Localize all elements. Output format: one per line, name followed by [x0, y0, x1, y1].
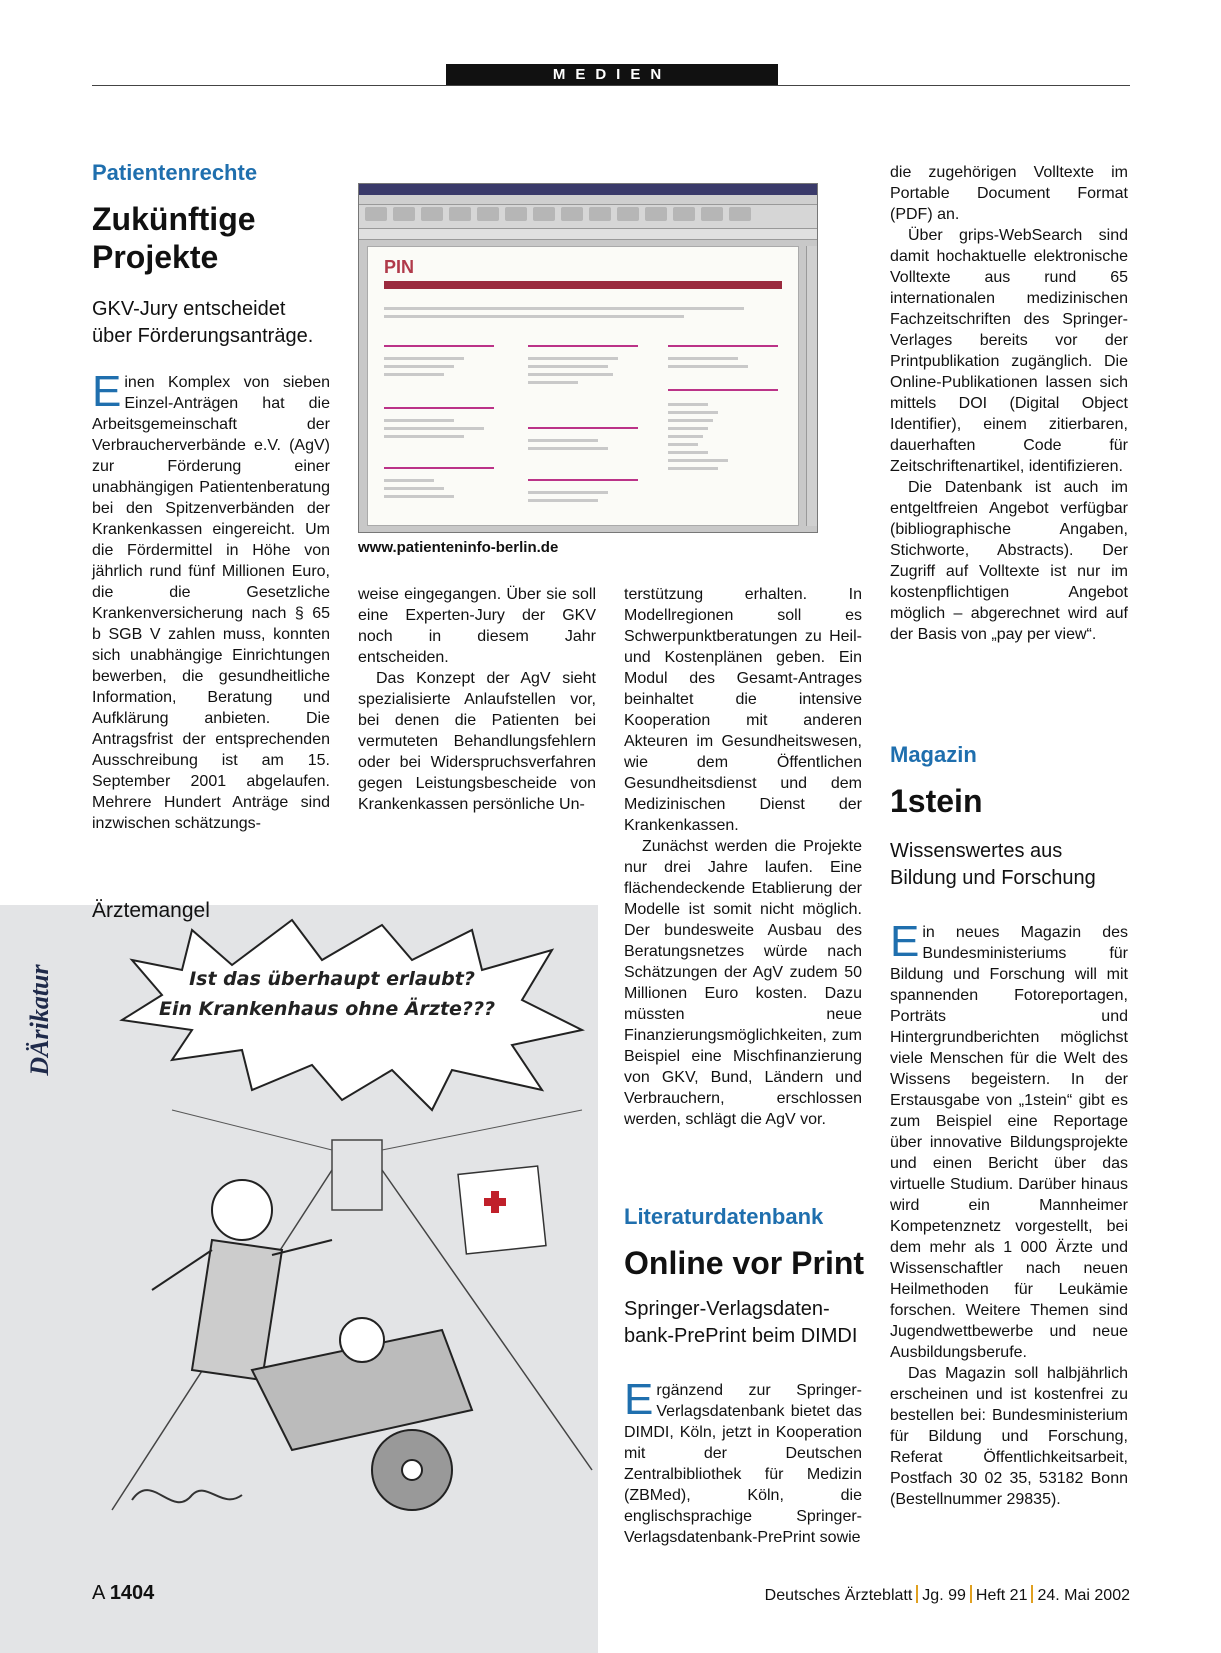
journal-name: Deutsches Ärzteblatt — [764, 1587, 913, 1604]
speech-line1: Ist das überhaupt erlaubt? — [189, 968, 475, 990]
article2-kicker: Literaturdatenbank — [624, 1204, 824, 1229]
article2-col4-p3: Die Datenbank ist auch im entgeltfreien Angebot verfügbar (bibliographische Angaben, Stichworte, Abstracts). Der Zugriff auf Volltexte ist nur im kostenpflichtigen Angebot möglich – abgerechnet wird auf der Basis von „pay per view“. — [890, 479, 1128, 643]
article3-subhead-line1: Wissenswertes aus — [890, 840, 1063, 862]
article3-subhead — [890, 838, 1130, 892]
article1-subhead-line1: GKV-Jury entscheidet — [92, 298, 286, 320]
screenshot-caption: www.patienteninfo-berlin.de — [358, 539, 559, 556]
journal-info — [765, 1585, 1130, 1605]
article1-kicker: Patientenrechte — [92, 160, 258, 185]
article2-subhead-line2: bank-PrePrint beim DIMDI — [624, 1325, 858, 1347]
browser-menubar — [359, 195, 817, 205]
cartoon-title: Ärztemangel — [92, 899, 210, 922]
browser-addressbar — [359, 229, 817, 240]
article3-p1: in neues Magazin des Bundesministeriums für Bildung und Forschung will mit spannenden Fotoreportagen, Porträts und Hintergrundberichten möglichst viele Menschen für die Welt des Wissens begeistern. In der Erstausgabe von „1stein“ gibt es zum Beispiel eine Reportage über innovative Bildungsprojekte und einen Bericht über das virtuelle Studium. Darüber hinaus wird ein Mannheimer Kompetenznetz vorgestellt, bei dem mehr als 1 000 Ärzte und Wissenschaftler nach neuen Heilmethoden für Leukämie forschen. Weitere Themen sind Jugendwettbewerbe und neue Ausbildungsberufe. — [890, 924, 1128, 1361]
article2-col4-p1: die zugehörigen Volltexte im Portable Document Format (PDF) an. — [890, 164, 1128, 223]
section-tab: MEDIEN — [446, 64, 778, 86]
article1-col1 — [92, 367, 330, 834]
browser-scrollbar[interactable] — [806, 246, 817, 526]
journal-date: 24. Mai 2002 — [1037, 1587, 1130, 1604]
page-number-value: 1404 — [109, 1582, 155, 1604]
article2-col3 — [624, 1375, 862, 1548]
article3-kicker: Magazin — [890, 742, 977, 767]
article1-col2-p2: Das Konzept der AgV sieht spezialisierte Anlaufstellen vor, bei denen die Patienten bei vermuteten Behandlungsfehlern oder bei Widerspruchsverfahren gegen Leistungsbescheide von Krankenkassen persönliche Un- — [358, 670, 596, 813]
journal-volume: Jg. 99 — [922, 1587, 966, 1604]
article1-subhead — [92, 296, 342, 350]
article1-col1-text: inen Komplex von sieben Einzel-Anträgen hat die Arbeitsgemeinschaft der Verbraucherverbände e.V. (AgV) zur Förderung einer unabhängigen Patientenberatung bei den Spitzenverbänden der Krankenkassen eingereicht. Um die Fördermittel in Höhe von jährlich rund fünf Millionen Euro, die die Gesetzliche Krankenversicherung nach § 65 b SGB V zahlen muss, konnten sich unabhängige Einrichtungen bewerben, die gesundheitliche Information, Beratung und Aufklärung anbieten. Die Antragsfrist der entsprechenden Ausschreibung ist am 15. September 2001 abgelaufen. Mehrere Hundert Anträge sind inzwischen schätzungs- — [92, 374, 330, 832]
article1-subhead-line2: über Förderungsanträge. — [92, 325, 314, 347]
article1-col3 — [624, 584, 862, 1130]
article1-headline-line1: Zukünftige — [92, 201, 256, 237]
article1-col3-p1: terstützung erhalten. In Modellregionen soll es Schwerpunktberatungen zu Heil- und Kostenplänen geben. Ein Modul des Gesamt-Antrages beinhaltet die intensive Kooperation mit anderen Akteuren im Gesundheitswesen, wie dem Öffentlichen Gesundheitsdienst und dem Medizinischen Dienst der Krankenkassen. — [624, 586, 862, 834]
browser-page — [367, 246, 799, 526]
pin-logo: PIN — [384, 257, 415, 277]
article3-subhead-line2: Bildung und Forschung — [890, 867, 1096, 889]
page-number — [92, 1582, 154, 1605]
browser-toolbar — [359, 205, 817, 229]
page-prefix: A — [92, 1582, 105, 1604]
article2-subhead — [624, 1296, 884, 1350]
header-rule — [92, 85, 1130, 86]
article1-col3-p2: Zunächst werden die Projekte nur drei Jahre laufen. Eine flächendeckende Etablierung der Modelle ist somit nicht möglich. Der bundesweite Ausbau des Beratungsnetzes würde nach Schätzungen der AgV zudem 50 Millionen Euro kosten. Dazu müssten neue Finanzierungsmöglichkeiten, zum Beispiel eine Mischfinanzierung von GKV, Bund, Ländern und Verbrauchern, erschlossen werden, schlägt die AgV vor. — [624, 838, 862, 1128]
article1-headline — [92, 200, 342, 276]
journal-issue: Heft 21 — [975, 1587, 1028, 1604]
article2-dropcap: E — [624, 1375, 654, 1424]
article3-headline: 1stein — [890, 783, 983, 819]
article1-col2-p1: weise eingegangen. Über sie soll eine Experten-Jury der GKV noch in diesem Jahr entscheiden. — [358, 586, 596, 666]
daerikatur-logo — [25, 960, 68, 1080]
article3-dropcap: E — [890, 917, 920, 966]
bottom-grey-block — [0, 1550, 598, 1653]
article3-body — [890, 917, 1128, 1510]
article1-headline-line2: Projekte — [92, 239, 219, 275]
article2-col4 — [890, 162, 1128, 645]
article1-col2 — [358, 584, 596, 815]
side-logo-text: DÄrikatur — [25, 964, 54, 1076]
website-screenshot — [358, 183, 818, 533]
cartoon-drawing — [112, 910, 592, 1540]
pin-navbar — [384, 281, 782, 289]
speech-line2: Ein Krankenhaus ohne Ärzte??? — [158, 998, 496, 1020]
article2-col3-text: rgänzend zur Springer-Verlagsdatenbank bietet das DIMDI, Köln, jetzt in Kooperation mit der Deutschen Zentralbibliothek für Medizin (ZBMed), Köln, die englischsprachige Springer-Verlagsdatenbank-PrePrint sowie — [624, 1382, 862, 1546]
article2-col4-p2: Über grips-WebSearch sind damit hochaktuelle elektronische Volltexte aus rund 65 internationalen medizinischen Fachzeitschriften des Springer-Verlages bereits vor der Printpublikation zugänglich. Die Online-Publikationen lassen sich mittels DOI (Digital Object Identifier), einem zitierbaren, dauerhaften Code für Zeitschriftenartikel, identifizieren. — [890, 227, 1128, 475]
browser-titlebar — [359, 184, 817, 195]
article2-headline: Online vor Print — [624, 1245, 865, 1281]
article2-subhead-line1: Springer-Verlagsdaten- — [624, 1298, 830, 1320]
article1-dropcap: E — [92, 367, 122, 416]
article3-p2: Das Magazin soll halbjährlich erscheinen und ist kostenfrei zu bestellen bei: Bundesministerium für Bildung und Forschung, Referat Öffentlichkeitsarbeit, Postfach 30 02 35, 53182 Bonn (Bestellnummer 29835). — [890, 1365, 1128, 1508]
